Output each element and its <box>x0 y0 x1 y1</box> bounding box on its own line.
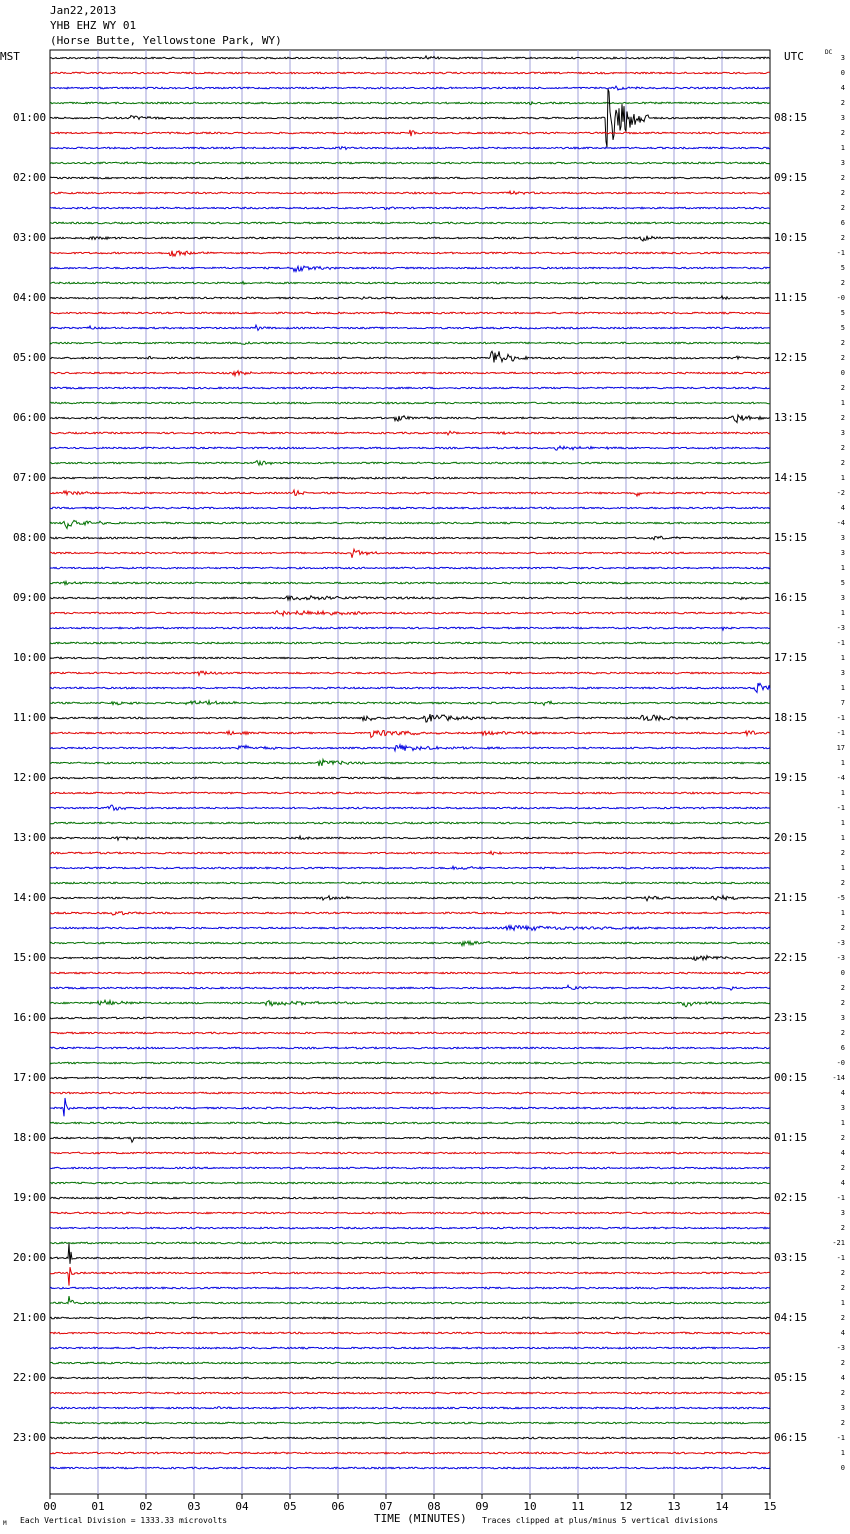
seismic-trace <box>50 1242 770 1244</box>
dc-offset-value: -21 <box>832 1239 845 1247</box>
seismic-trace <box>50 1347 770 1349</box>
dc-offset-value: 0 <box>840 969 845 977</box>
dc-offset-value: 17 <box>836 744 845 752</box>
dc-offset-value: 1 <box>840 654 845 662</box>
seismic-trace <box>50 1197 770 1199</box>
seismic-trace <box>50 805 770 810</box>
mst-hour-label: 16:00 <box>13 1011 47 1024</box>
dc-offset-value: 3 <box>840 54 845 62</box>
seismic-trace <box>50 89 770 147</box>
dc-offset-value: 2 <box>840 1419 845 1427</box>
seismic-trace <box>50 387 770 389</box>
dc-offset-value: 2 <box>840 459 845 467</box>
dc-offset-value: 2 <box>840 1269 845 1277</box>
seismic-trace <box>50 507 770 509</box>
dc-offset-value: 4 <box>840 84 845 92</box>
dc-offset-value: 3 <box>840 1404 845 1412</box>
dc-offset-value: 2 <box>840 444 845 452</box>
dc-offset-value: 4 <box>840 1329 845 1337</box>
dc-offset-value: 2 <box>840 129 845 137</box>
seismic-trace <box>50 1377 770 1379</box>
seismic-trace <box>50 836 770 840</box>
dc-offset-value: 1 <box>840 474 845 482</box>
mst-hour-label: 03:00 <box>13 231 47 244</box>
seismic-trace <box>50 549 770 558</box>
clipping-note: Traces clipped at plus/minus 5 vertical divisions <box>482 1516 719 1525</box>
dc-offset-value: -3 <box>836 1344 845 1352</box>
plot-frame <box>50 50 770 1494</box>
dc-offset-value: 2 <box>840 1314 845 1322</box>
dc-offset-value: 2 <box>840 354 845 362</box>
dc-offset-value: 6 <box>840 1044 845 1052</box>
seismic-trace <box>50 72 770 74</box>
dc-offset-value: 3 <box>840 1014 845 1022</box>
seismic-trace <box>50 581 770 584</box>
mst-hour-label: 09:00 <box>13 591 47 604</box>
mst-hour-label: 18:00 <box>13 1131 47 1144</box>
dc-offset-value: 4 <box>840 1179 845 1187</box>
dc-offset-value: 2 <box>840 189 845 197</box>
seismic-trace <box>50 1122 770 1124</box>
dc-offset-value: 3 <box>840 534 845 542</box>
seismic-trace <box>50 1452 770 1454</box>
dc-offset-value: 3 <box>840 429 845 437</box>
dc-offset-value: 4 <box>840 1374 845 1382</box>
utc-hour-label: 23:15 <box>774 1011 808 1024</box>
x-tick-label: 13 <box>667 1500 681 1513</box>
seismic-trace <box>50 1062 770 1064</box>
dc-offset-value: 2 <box>840 849 845 857</box>
dc-offset-value: 1 <box>840 609 845 617</box>
x-tick-label: 02 <box>139 1500 153 1513</box>
x-tick-label: 10 <box>523 1500 537 1513</box>
seismic-trace <box>50 896 770 901</box>
seismic-trace <box>50 1000 770 1007</box>
seismic-trace <box>50 1422 770 1424</box>
utc-hour-label: 21:15 <box>774 891 808 904</box>
dc-offset-value: 3 <box>840 1104 845 1112</box>
dc-offset-value: -1 <box>836 804 845 812</box>
x-tick-label: 01 <box>91 1500 105 1513</box>
seismic-trace <box>50 162 770 164</box>
seismic-trace <box>50 1032 770 1034</box>
seismic-trace <box>50 1092 770 1094</box>
utc-hour-label: 22:15 <box>774 951 808 964</box>
utc-hour-label: 12:15 <box>774 351 808 364</box>
seismic-trace <box>50 251 770 256</box>
dc-offset-value: -1 <box>836 1434 845 1442</box>
dc-offset-value: 5 <box>840 579 845 587</box>
mst-hour-label: 05:00 <box>13 351 47 364</box>
seismic-trace <box>50 866 770 869</box>
seismic-trace <box>50 130 770 136</box>
dc-offset-value: 1 <box>840 1299 845 1307</box>
utc-hour-label: 20:15 <box>774 831 808 844</box>
utc-axis-label: UTC <box>784 50 804 63</box>
seismic-trace <box>50 191 770 194</box>
seismic-trace <box>50 985 770 990</box>
seismic-trace <box>50 731 770 738</box>
dc-offset-value: 4 <box>840 504 845 512</box>
x-tick-label: 06 <box>331 1500 345 1513</box>
seismic-trace <box>50 402 770 404</box>
mst-hour-label: 14:00 <box>13 891 47 904</box>
seismic-trace <box>50 1098 770 1116</box>
x-tick-label: 12 <box>619 1500 633 1513</box>
seismic-trace <box>50 1362 770 1364</box>
corner-mark: M <box>3 1520 7 1527</box>
seismic-trace <box>50 1152 770 1154</box>
dc-offset-value: -1 <box>836 714 845 722</box>
dc-offset-value: 1 <box>840 759 845 767</box>
utc-hour-label: 14:15 <box>774 471 808 484</box>
chart-date: Jan22,2013 <box>50 4 117 17</box>
dc-offset-value: -0 <box>836 1059 845 1067</box>
seismic-trace <box>50 415 770 423</box>
dc-offset-value: 2 <box>840 384 845 392</box>
seismic-trace <box>50 351 770 362</box>
seismic-trace <box>50 342 770 345</box>
dc-offset-value: 1 <box>840 834 845 842</box>
dc-offset-value: 1 <box>840 684 845 692</box>
mst-hour-label: 06:00 <box>13 411 47 424</box>
dc-offset-value: 2 <box>840 984 845 992</box>
dc-offset-value: 2 <box>840 1389 845 1397</box>
seismic-trace <box>50 1137 770 1142</box>
dc-offset-value: 2 <box>840 879 845 887</box>
x-tick-label: 15 <box>763 1500 777 1513</box>
x-tick-label: 03 <box>187 1500 201 1513</box>
dc-offset-value: -3 <box>836 954 845 962</box>
seismic-trace <box>50 536 770 540</box>
seismic-trace <box>50 1317 770 1319</box>
seismic-trace <box>50 1407 770 1409</box>
dc-offset-value: 3 <box>840 114 845 122</box>
dc-offset-value: -1 <box>836 639 845 647</box>
dc-offset-value: 2 <box>840 204 845 212</box>
seismic-trace <box>50 956 770 961</box>
dc-offset-value: -1 <box>836 1254 845 1262</box>
seismic-trace <box>50 312 770 314</box>
dc-offset-value: 5 <box>840 309 845 317</box>
seismic-trace <box>50 147 770 150</box>
dc-offset-value: 2 <box>840 924 845 932</box>
seismic-trace <box>50 1077 770 1079</box>
dc-offset-value: -1 <box>836 1194 845 1202</box>
x-tick-label: 09 <box>475 1500 489 1513</box>
seismic-trace <box>50 325 770 330</box>
dc-offset-value: -0 <box>836 294 845 302</box>
seismic-trace <box>50 296 770 300</box>
dc-offset-value: 3 <box>840 594 845 602</box>
mst-axis-label: MST <box>0 50 20 63</box>
seismic-trace <box>50 627 770 630</box>
dc-offset-value: 5 <box>840 264 845 272</box>
seismic-trace <box>50 926 770 931</box>
seismic-trace <box>50 371 770 376</box>
dc-offset-value: 1 <box>840 789 845 797</box>
seismic-trace <box>50 567 770 569</box>
dc-offset-value: 2 <box>840 1029 845 1037</box>
dc-offset-value: 2 <box>840 339 845 347</box>
utc-hour-label: 02:15 <box>774 1191 808 1204</box>
seismic-trace <box>50 745 770 751</box>
mst-hour-label: 04:00 <box>13 291 47 304</box>
dc-offset-value: 6 <box>840 219 845 227</box>
dc-offset-value: -4 <box>836 519 845 527</box>
seismic-trace <box>50 1332 770 1334</box>
utc-hour-label: 03:15 <box>774 1251 808 1264</box>
seismic-trace <box>50 177 770 179</box>
seismic-trace <box>50 1267 770 1286</box>
x-tick-label: 04 <box>235 1500 249 1513</box>
dc-offset-value: 2 <box>840 1164 845 1172</box>
dc-offset-value: 1 <box>840 819 845 827</box>
mst-hour-label: 19:00 <box>13 1191 47 1204</box>
seismic-trace <box>50 490 770 496</box>
seismic-trace <box>50 477 770 479</box>
dc-offset-value: 4 <box>840 1149 845 1157</box>
x-axis-title: TIME (MINUTES) <box>374 1512 467 1525</box>
dc-offset-value: 2 <box>840 234 845 242</box>
seismic-trace <box>50 642 770 644</box>
seismic-trace <box>50 1287 770 1289</box>
dc-offset-value: 2 <box>840 99 845 107</box>
mst-hour-label: 11:00 <box>13 711 47 724</box>
seismic-trace <box>50 1392 770 1394</box>
utc-hour-label: 09:15 <box>774 171 808 184</box>
mst-hour-label: 08:00 <box>13 531 47 544</box>
utc-hour-label: 15:15 <box>774 531 808 544</box>
seismic-trace <box>50 1437 770 1439</box>
dc-offset-value: 0 <box>840 369 845 377</box>
mst-hour-label: 21:00 <box>13 1311 47 1324</box>
mst-hour-label: 01:00 <box>13 111 47 124</box>
x-tick-label: 08 <box>427 1500 441 1513</box>
utc-hour-label: 16:15 <box>774 591 808 604</box>
chart-station: YHB EHZ WY 01 <box>50 19 137 32</box>
seismic-trace <box>50 446 770 450</box>
seismic-trace <box>50 912 770 916</box>
dc-offset-value: 2 <box>840 1224 845 1232</box>
seismic-trace <box>50 1467 770 1469</box>
utc-hour-label: 18:15 <box>774 711 808 724</box>
utc-hour-label: 13:15 <box>774 411 808 424</box>
utc-hour-label: 00:15 <box>774 1071 808 1084</box>
dc-offset-value: 1 <box>840 1449 845 1457</box>
seismic-trace <box>50 851 770 854</box>
seismic-trace <box>50 520 770 528</box>
seismic-trace <box>50 792 770 794</box>
seismic-trace <box>50 1296 770 1304</box>
dc-offset-value: 2 <box>840 1284 845 1292</box>
seismic-trace <box>50 1047 770 1049</box>
utc-hour-label: 10:15 <box>774 231 808 244</box>
x-tick-label: 05 <box>283 1500 297 1513</box>
seismic-trace <box>50 822 770 824</box>
seismic-trace <box>50 596 770 600</box>
mst-hour-label: 13:00 <box>13 831 47 844</box>
seismic-trace <box>50 760 770 767</box>
dc-offset-value: -4 <box>836 774 845 782</box>
dc-offset-value: 1 <box>840 144 845 152</box>
mst-hour-label: 07:00 <box>13 471 47 484</box>
seismic-trace <box>50 207 770 210</box>
x-tick-label: 14 <box>715 1500 729 1513</box>
dc-offset-value: -14 <box>832 1074 845 1082</box>
seismic-trace <box>50 56 770 59</box>
chart-location: (Horse Butte, Yellowstone Park, WY) <box>50 34 282 47</box>
dc-offset-value: 1 <box>840 564 845 572</box>
seismic-trace <box>50 683 770 692</box>
seismic-trace <box>50 941 770 946</box>
seismic-trace <box>50 714 770 722</box>
mst-hour-label: 17:00 <box>13 1071 47 1084</box>
utc-hour-label: 05:15 <box>774 1371 808 1384</box>
dc-header-label: DC <box>825 49 833 56</box>
dc-offset-value: 4 <box>840 1089 845 1097</box>
dc-offset-value: -1 <box>836 249 845 257</box>
dc-offset-value: 3 <box>840 669 845 677</box>
seismic-trace <box>50 102 770 105</box>
dc-offset-value: 1 <box>840 399 845 407</box>
utc-hour-label: 17:15 <box>774 651 808 664</box>
seismic-trace <box>50 236 770 241</box>
dc-offset-value: -1 <box>836 729 845 737</box>
dc-offset-value: 2 <box>840 1359 845 1367</box>
dc-offset-value: 2 <box>840 174 845 182</box>
seismic-trace <box>50 777 770 779</box>
utc-hour-label: 08:15 <box>774 111 808 124</box>
dc-offset-value: 2 <box>840 279 845 287</box>
seismic-trace <box>50 1227 770 1229</box>
seismic-trace <box>50 461 770 466</box>
dc-offset-value: 7 <box>840 699 845 707</box>
x-tick-label: 07 <box>379 1500 393 1513</box>
dc-offset-value: 5 <box>840 324 845 332</box>
x-tick-label: 11 <box>571 1500 585 1513</box>
dc-offset-value: -2 <box>836 489 845 497</box>
mst-hour-label: 10:00 <box>13 651 47 664</box>
seismic-trace <box>50 222 770 224</box>
seismic-trace <box>50 671 770 675</box>
mst-hour-label: 22:00 <box>13 1371 47 1384</box>
seismic-trace <box>50 1167 770 1169</box>
seismic-trace <box>50 431 770 435</box>
dc-offset-value: 0 <box>840 69 845 77</box>
seismic-trace <box>50 701 770 706</box>
seismic-trace <box>50 1212 770 1214</box>
mst-hour-label: 12:00 <box>13 771 47 784</box>
mst-hour-label: 23:00 <box>13 1431 47 1444</box>
seismic-trace <box>50 1243 770 1264</box>
utc-hour-label: 04:15 <box>774 1311 808 1324</box>
seismic-trace <box>50 1017 770 1019</box>
seismic-trace <box>50 882 770 884</box>
dc-offset-value: -3 <box>836 939 845 947</box>
seismic-trace <box>50 282 770 285</box>
utc-hour-label: 01:15 <box>774 1131 808 1144</box>
seismic-trace <box>50 611 770 616</box>
seismic-trace <box>50 1182 770 1184</box>
seismic-trace <box>50 972 770 974</box>
dc-offset-value: 3 <box>840 159 845 167</box>
utc-hour-label: 06:15 <box>774 1431 808 1444</box>
utc-hour-label: 11:15 <box>774 291 808 304</box>
dc-offset-value: -3 <box>836 624 845 632</box>
seismic-trace <box>50 86 770 90</box>
dc-offset-value: 2 <box>840 414 845 422</box>
x-tick-label: 00 <box>43 1500 57 1513</box>
dc-offset-value: 0 <box>840 1464 845 1472</box>
seismic-trace <box>50 657 770 659</box>
utc-hour-label: 19:15 <box>774 771 808 784</box>
mst-hour-label: 15:00 <box>13 951 47 964</box>
dc-offset-value: 3 <box>840 1209 845 1217</box>
dc-offset-value: 2 <box>840 999 845 1007</box>
seismic-trace <box>50 266 770 271</box>
dc-offset-value: 1 <box>840 864 845 872</box>
dc-offset-value: 1 <box>840 1119 845 1127</box>
dc-offset-value: 2 <box>840 1134 845 1142</box>
vertical-division-note: Each Vertical Division = 1333.33 microvolts <box>20 1516 228 1525</box>
mst-hour-label: 02:00 <box>13 171 47 184</box>
mst-hour-label: 20:00 <box>13 1251 47 1264</box>
dc-offset-value: 3 <box>840 549 845 557</box>
dc-offset-value: 1 <box>840 909 845 917</box>
dc-offset-value: -5 <box>836 894 845 902</box>
